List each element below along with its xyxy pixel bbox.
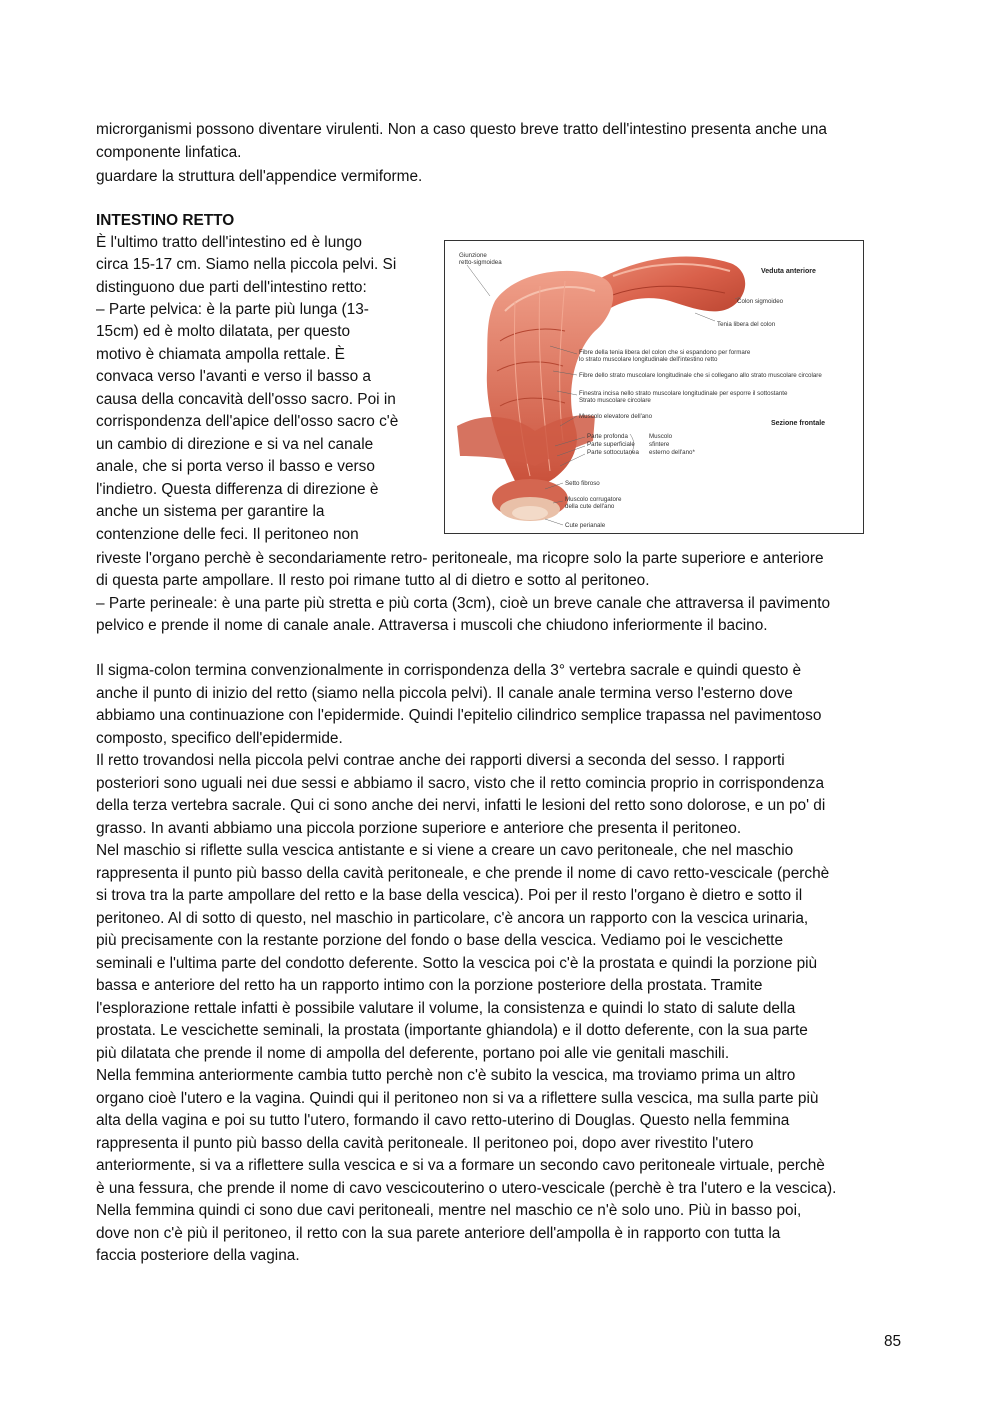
wrapped-line: causa della concavità dell'osso sacro. Poi in: [96, 391, 396, 408]
label-finestra-1: Finestra incisa nello strato muscolare longitudinale per esporre il sottostante: [579, 390, 788, 397]
body-line: riveste l'organo perchè è secondariamente retro- peritoneale, ma ricopre solo la parte superiore e anteriore: [96, 550, 824, 567]
wrapped-line: anale, che si porta verso il basso e verso: [96, 458, 375, 475]
wrapped-line: motivo è chiamata ampolla rettale. È: [96, 346, 345, 363]
label-veduta-anteriore: Veduta anteriore: [761, 268, 816, 275]
label-fibre-tenia-2: lo strato muscolare longitudinale dell'intestino retto: [579, 356, 718, 363]
label-parte-sottocutanea: Parte sottocutanea: [587, 449, 639, 456]
wrapped-line: convaca verso l'avanti e verso il basso a: [96, 368, 371, 385]
label-esterno-ano: esterno dell'ano*: [649, 449, 695, 456]
label-fibre-tenia-1: Fibre della tenia libera del colon che si espandono per formare: [579, 349, 751, 356]
intro-line: componente linfatica.: [96, 144, 242, 161]
section-title: INTESTINO RETTO: [96, 212, 235, 229]
label-muscolo: Muscolo: [649, 433, 673, 440]
body-line: Il retto trovandosi nella piccola pelvi contrae anche dei rapporti diversi a seconda del sesso. I rapporti: [96, 752, 785, 769]
body-line: rappresenta il punto più basso della cavità peritoneale. Il peritoneo poi, dopo aver rivestito l'utero: [96, 1135, 754, 1152]
label-parte-profonda: Parte profonda: [587, 433, 628, 440]
body-line: seminali e l'ultima parte del condotto deferente. Sotto la vescica poi c'è la prostata e quindi la porzione più: [96, 955, 818, 972]
body-line: grasso. In avanti abbiamo una piccola porzione superiore e anteriore che presenta il peritoneo.: [96, 820, 742, 837]
label-cute-perianale: Cute perianale: [565, 522, 606, 529]
label-giunzione: Giunzione: [459, 252, 487, 259]
wrapped-line: circa 15-17 cm. Siamo nella piccola pelvi. Si: [96, 256, 397, 273]
body-line: – Parte perineale: è una parte più stretta e più corta (3cm), cioè un breve canale che attraversa il pavimento: [96, 595, 831, 612]
intro-line: guardare la struttura dell'appendice vermiforme.: [96, 168, 423, 185]
body-line: Il sigma-colon termina convenzionalmente in corrispondenza della 3° vertebra sacrale e quindi questo è: [96, 662, 802, 679]
intro-line: microrganismi possono diventare virulenti. Non a caso questo breve tratto dell'intestino presenta anche una: [96, 121, 827, 138]
body-line: di questa parte ampollare. Il resto poi rimane tutto al di dietro e sotto al peritoneo.: [96, 572, 650, 589]
wrapped-line: È l'ultimo tratto dell'intestino ed è lungo: [96, 234, 362, 251]
label-fibre-longitudinali: Fibre dello strato muscolare longitudinale che si collegano allo strato muscolare circolare: [579, 372, 822, 379]
sigmoid-colon: [595, 257, 745, 319]
body-line: dove non c'è più il peritoneo, il retto con la sua parete anteriore dell'ampolla è in rapporto con tutta la: [96, 1225, 781, 1242]
wrapped-line: distinguono due parti dell'intestino retto:: [96, 279, 367, 296]
body-line: faccia posteriore della vagina.: [96, 1247, 300, 1264]
body-line: Nella femmina quindi ci sono due cavi peritoneali, mentre nel maschio ce n'è solo uno. Più in basso poi,: [96, 1202, 802, 1219]
label-sezione-frontale: Sezione frontale: [771, 420, 826, 427]
label-elevatore-ano: Muscolo elevatore dell'ano: [579, 413, 653, 420]
body-line: posteriori sono uguali nei due sessi e abbiamo il sacro, visto che il retto comincia proprio in corrispondenza: [96, 775, 825, 792]
label-sfintere: sfintere: [649, 441, 670, 448]
wrapped-line: contenzione delle feci. Il peritoneo non: [96, 526, 359, 543]
body-line: pelvico e prende il nome di canale anale. Attraversa i muscoli che chiudono inferiormente il bacino.: [96, 617, 768, 634]
wrapped-line: – Parte pelvica: è la parte più lunga (13-: [96, 301, 369, 318]
label-corrugatore-2: della cute dell'ano: [565, 503, 615, 510]
body-line: si trova tra la parte ampollare del retto e la base della vescica). Poi per il resto l'organo è dietro e sotto il: [96, 887, 803, 904]
wrapped-line: corrispondenza dell'apice dell'osso sacro c'è: [96, 413, 399, 430]
body-line: più precisamente con la restante porzione del fondo o base della vescica. Vediamo poi le vescichette: [96, 932, 784, 949]
body-line: è una fessura, che prende il nome di cavo vescicouterino o utero-vescicale (perchè è tra l'utero e la vescica).: [96, 1180, 837, 1197]
wrapped-line: l'indietro. Questa differenza di direzione è: [96, 481, 379, 498]
body-line: prostata. Le vescichette seminali, la prostata (importante ghiandola) e il dotto deferente, con la sua parte: [96, 1022, 808, 1039]
label-finestra-2: Strato muscolare circolare: [579, 397, 651, 404]
label-setto-fibroso: Setto fibroso: [565, 480, 600, 487]
body-line: rappresenta il punto più basso della cavità peritoneale, e che prende il nome di cavo retto-vescicale (perchè: [96, 865, 830, 882]
body-line: più dilatata che prende il nome di ampolla del deferente, portano poi alle vie genitali maschili.: [96, 1045, 730, 1062]
body-line: composto, specifico dell'epidermide.: [96, 730, 343, 747]
label-parte-superficiale: Parte superficiale: [587, 441, 635, 448]
body-line: anteriormente, si va a riflettere sulla vescica e si va a formare un secondo cavo peritoneale virtuale, perchè: [96, 1157, 825, 1174]
label-colon-sigmoideo: Colon sigmoideo: [737, 298, 784, 305]
rectum-illustration: [445, 241, 863, 533]
body-line: l'esplorazione rettale infatti è possibile valutare il volume, la consistenza e quindi lo stato di salute della: [96, 1000, 796, 1017]
body-line: della terza vertebra sacrale. Qui ci sono anche dei nervi, infatti le lesioni del retto sono dolorose, e un po' di: [96, 797, 826, 814]
wrapped-line: un cambio di direzione e si va nel canale: [96, 436, 374, 453]
body-line: Nel maschio si riflette sulla vescica antistante e si viene a creare un cavo peritoneale, che nel maschio: [96, 842, 794, 859]
page-number: 85: [884, 1333, 902, 1350]
body-line: organo cioè l'utero e la vagina. Quindi qui il peritoneo non si va a riflettere sulla vescica, ma sulla parte più: [96, 1090, 819, 1107]
body-line: peritoneo. Al di sotto di questo, nel maschio in particolare, c'è ancora un rapporto con la vescica urinaria,: [96, 910, 809, 927]
rectum-anatomy-figure: [444, 240, 864, 534]
body-line: Nella femmina anteriormente cambia tutto perchè non c'è subito la vescica, ma troviamo prima un altro: [96, 1067, 796, 1084]
wrapped-line: 15cm) ed è molto dilatata, per questo: [96, 323, 351, 340]
body-line: bassa e anteriore del retto ha un rapporto intimo con la porzione posteriore della prostata. Tramite: [96, 977, 763, 994]
body-line: abbiamo una continuazione con l'epidermide. Quindi l'epitelio cilindrico semplice trapassa nel pavimentoso: [96, 707, 822, 724]
label-retto-sigmoidea: retto-sigmoidea: [459, 259, 502, 266]
body-line: anche il punto di inizio del retto (siamo nella piccola pelvi). Il canale anale termina verso l'esterno dove: [96, 685, 793, 702]
label-tenia-libera: Tenia libera del colon: [717, 321, 776, 328]
label-corrugatore-1: Muscolo corrugatore: [565, 496, 622, 503]
body-line: alta della vagina e poi su tutto l'utero, formando il cavo retto-uterino di Douglas. Questo nella femmina: [96, 1112, 790, 1129]
wrapped-line: anche un sistema per garantire la: [96, 503, 325, 520]
